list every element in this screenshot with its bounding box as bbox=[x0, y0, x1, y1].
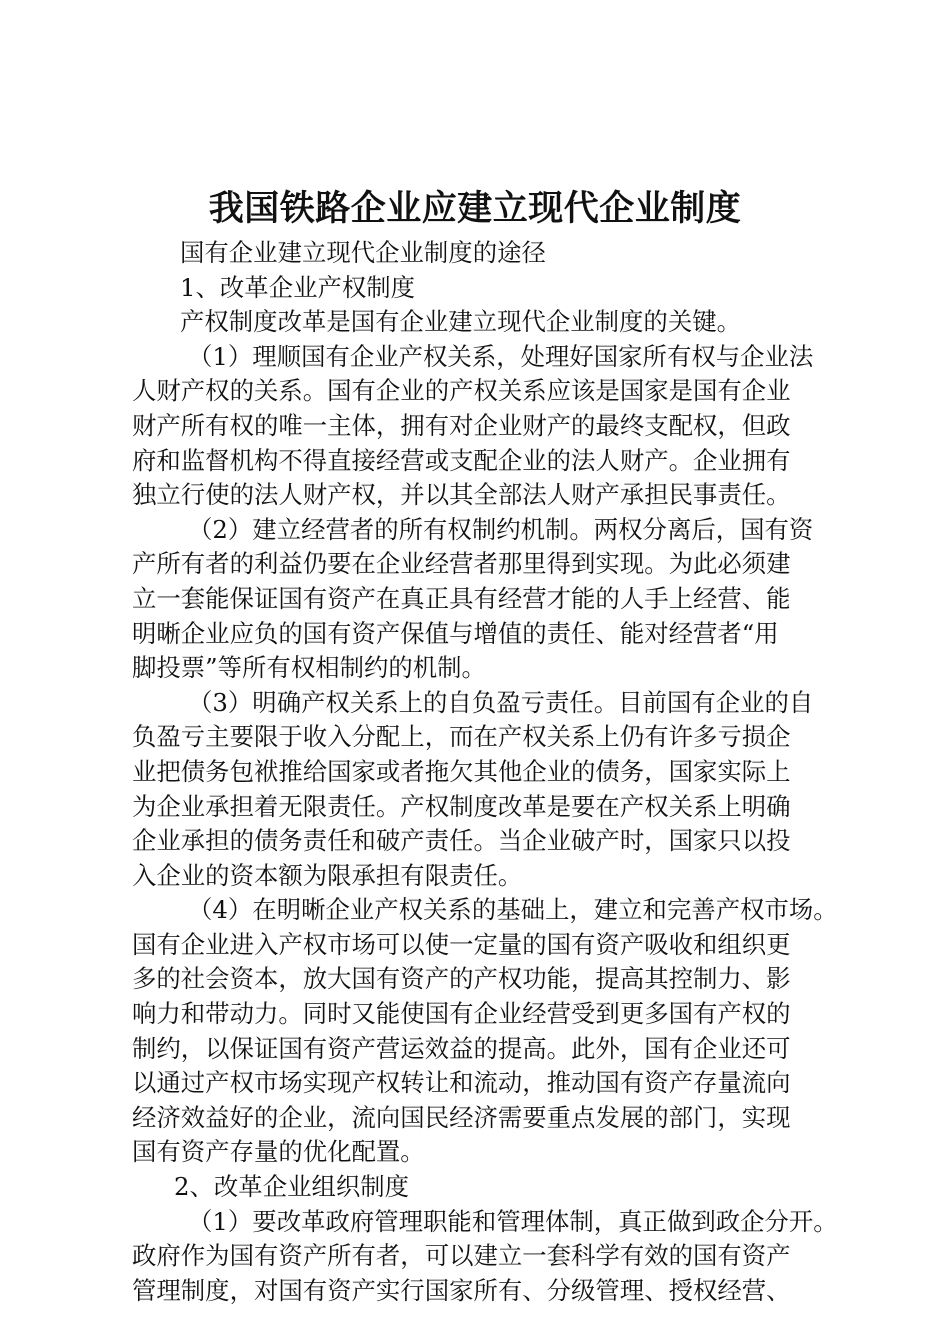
paragraph-line: 明晰企业应负的国有资产保值与增值的责任、能对经营者“用 bbox=[132, 618, 779, 648]
paragraph-line: 为企业承担着无限责任。产权制度改革是要在产权关系上明确 bbox=[132, 791, 791, 821]
paragraph-line: 产所有者的利益仍要在企业经营者那里得到实现。为此必须建 bbox=[132, 549, 791, 579]
paragraph-line: 政府作为国有资产所有者，可以建立一套科学有效的国有资产 bbox=[132, 1241, 791, 1271]
paragraph-line: 国有资产存量的优化配置。 bbox=[132, 1137, 425, 1167]
paragraph-line: （3）明确产权关系上的自负盈亏责任。目前国有企业的自 bbox=[188, 687, 814, 717]
paragraph-line: （2）建立经营者的所有权制约机制。两权分离后，国有资 bbox=[188, 514, 814, 544]
document-title: 我国铁路企业应建立现代企业制度 bbox=[208, 188, 742, 229]
subsection-heading: 2、改革企业组织制度 bbox=[174, 1172, 410, 1202]
paragraph-line: 企业承担的债务责任和破产责任。当企业破产时，国家只以投 bbox=[132, 826, 791, 856]
paragraph-line: 管理制度，对国有资产实行国家所有、分级管理、授权经营、 bbox=[132, 1275, 791, 1305]
section-heading: 国有企业建立现代企业制度的途径 bbox=[180, 238, 546, 267]
paragraph-line: 产权制度改革是国有企业建立现代企业制度的关键。 bbox=[180, 307, 741, 337]
paragraph-line: （1）要改革政府管理职能和管理体制，真正做到政企分开。 bbox=[188, 1206, 838, 1236]
paragraph-line: 业把债务包袱推给国家或者拖欠其他企业的债务，国家实际上 bbox=[132, 756, 791, 786]
paragraph-line: 脚投票”等所有权相制约的机制。 bbox=[132, 653, 486, 683]
paragraph-line: （4）在明晰企业产权关系的基础上，建立和完善产权市场。 bbox=[188, 895, 838, 925]
paragraph-line: 制约，以保证国有资产营运效益的提高。此外，国有企业还可 bbox=[132, 1033, 791, 1063]
paragraph-line: 以通过产权市场实现产权转让和流动，推动国有资产存量流向 bbox=[132, 1068, 791, 1098]
paragraph-line: 负盈亏主要限于收入分配上，而在产权关系上仍有许多亏损企 bbox=[132, 722, 791, 752]
document-body bbox=[132, 236, 852, 1308]
paragraph-line: 独立行使的法人财产权，并以其全部法人财产承担民事责任。 bbox=[132, 480, 791, 510]
subsection-heading: 1、改革企业产权制度 bbox=[180, 272, 416, 302]
paragraph-line: 财产所有权的唯一主体，拥有对企业财产的最终支配权，但政 bbox=[132, 410, 791, 440]
paragraph-line: 立一套能保证国有资产在真正具有经营才能的人手上经营、能 bbox=[132, 583, 791, 613]
paragraph-line: 人财产权的关系。国有企业的产权关系应该是国家是国有企业 bbox=[132, 376, 791, 406]
paragraph-line: 入企业的资本额为限承担有限责任。 bbox=[132, 860, 523, 890]
paragraph-line: 响力和带动力。同时又能使国有企业经营受到更多国有产权的 bbox=[132, 999, 791, 1029]
paragraph-line: 多的社会资本，放大国有资产的产权功能，提高其控制力、影 bbox=[132, 964, 791, 994]
paragraph-line: （1）理顺国有企业产权关系，处理好国家所有权与企业法 bbox=[188, 341, 814, 371]
paragraph-line: 经济效益好的企业，流向国民经济需要重点发展的部门，实现 bbox=[132, 1102, 791, 1132]
paragraph-line: 国有企业进入产权市场可以使一定量的国有资产吸收和组织更 bbox=[132, 929, 791, 959]
paragraph-line: 府和监督机构不得直接经营或支配企业的法人财产。企业拥有 bbox=[132, 445, 791, 475]
